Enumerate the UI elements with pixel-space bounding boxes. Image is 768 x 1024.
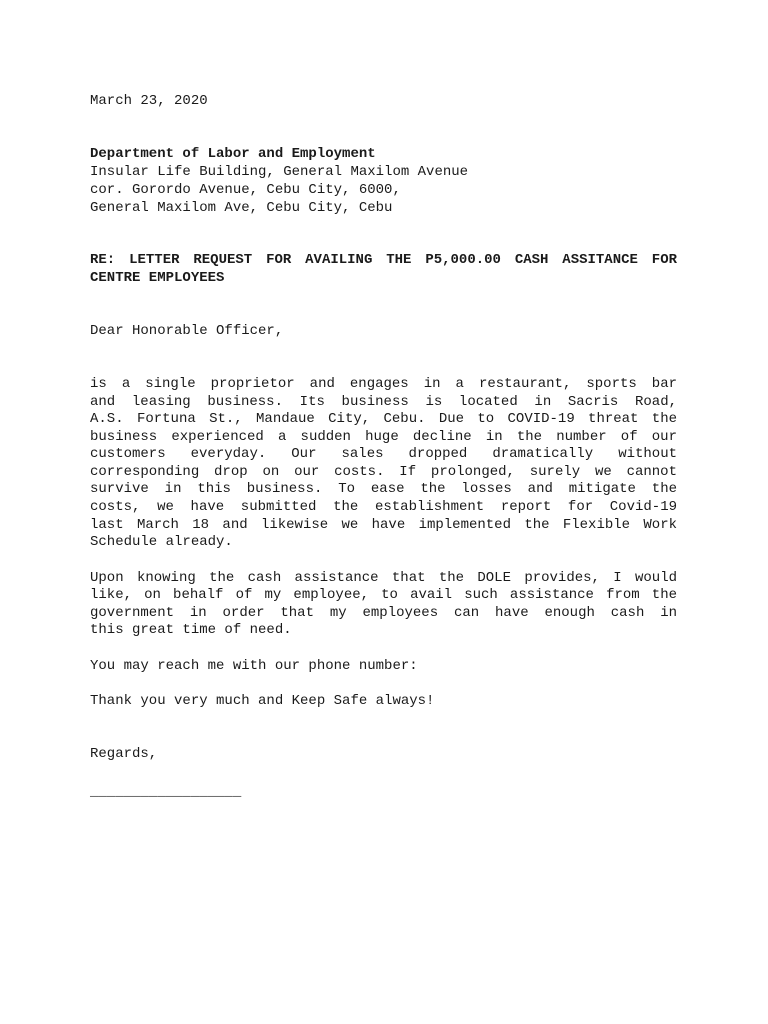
body-paragraph-1-line: last March 18 and likewise we have implemented the Flexible Work xyxy=(90,517,677,533)
body-paragraph-1-line: survive in this business. To ease the losses and mitigate the xyxy=(90,481,677,497)
body-paragraph-1-line: business experienced a sudden huge decline in the number of our xyxy=(90,429,677,445)
recipient-address-line: General Maxilom Ave, Cebu City, Cebu xyxy=(90,200,393,216)
subject-line: CENTRE EMPLOYEES xyxy=(90,270,225,286)
subject-line: RE: LETTER REQUEST FOR AVAILING THE P5,000.00 CASH ASSITANCE FOR xyxy=(90,252,677,268)
body-paragraph-2-line: this great time of need. xyxy=(90,622,292,638)
body-paragraph-1-line: corresponding drop on our costs. If prolonged, surely we cannot xyxy=(90,464,677,480)
body-paragraph-1-line: costs, we have submitted the establishment report for Covid-19 xyxy=(90,499,677,515)
body-paragraph-1-line: Schedule already. xyxy=(90,534,233,550)
salutation: Dear Honorable Officer, xyxy=(90,323,284,339)
recipient-address-line: cor. Gorordo Avenue, Cebu City, 6000, xyxy=(90,182,401,198)
phone-number-line: You may reach me with our phone number: xyxy=(90,658,418,674)
recipient-address-line: Insular Life Building, General Maxilom Avenue xyxy=(90,164,469,180)
signature-line: __________________ xyxy=(90,784,242,800)
body-paragraph-1-line: customers everyday. Our sales dropped dramatically without xyxy=(90,446,677,462)
body-paragraph-2-line: Upon knowing the cash assistance that the DOLE provides, I would xyxy=(90,570,677,586)
body-paragraph-2-line: government in order that my employees can have enough cash in xyxy=(90,605,677,621)
recipient-name: Department of Labor and Employment xyxy=(90,146,376,162)
thank-you-line: Thank you very much and Keep Safe always! xyxy=(90,693,435,709)
body-paragraph-1-line: is a single proprietor and engages in a restaurant, sports bar xyxy=(90,376,677,392)
body-paragraph-2-line: like, on behalf of my employee, to avail such assistance from the xyxy=(90,587,677,603)
body-paragraph-1-line: A.S. Fortuna St., Mandaue City, Cebu. Due to COVID-19 threat the xyxy=(90,411,677,427)
letter-date: March 23, 2020 xyxy=(90,93,208,109)
closing: Regards, xyxy=(90,746,158,762)
body-paragraph-1-line: and leasing business. Its business is located in Sacris Road, xyxy=(90,394,677,410)
